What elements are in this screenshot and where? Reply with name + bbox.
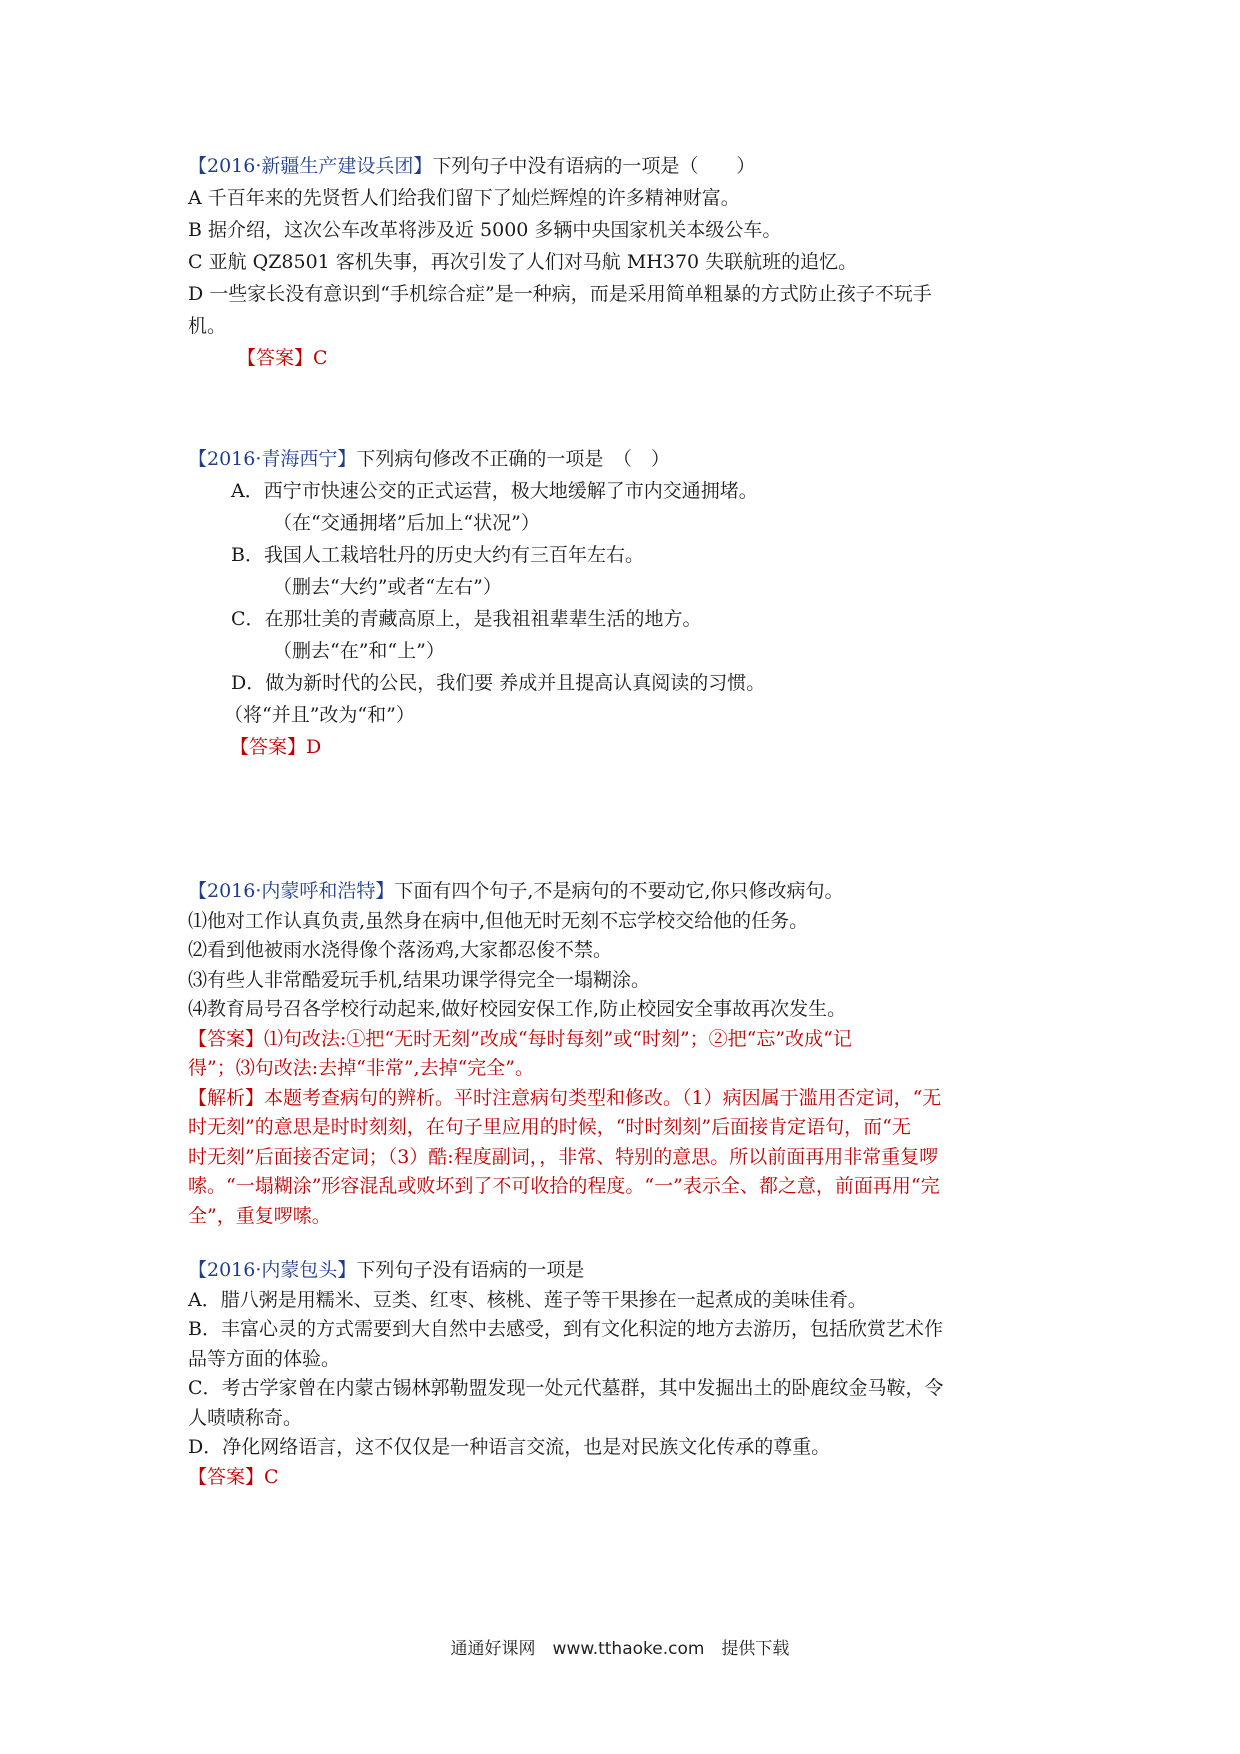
revision-line: （将“并且”改为“和”） (224, 704, 415, 726)
question-2-stem: 下列病句修改不正确的一项是 （ ） (356, 448, 670, 470)
item-line: ⑴他对工作认真负责,虽然身在病中,但他无时无刻不忘学校交给他的任务。 (188, 909, 809, 932)
option-line: B 据介绍，这次公车改革将涉及近 5000 多辆中央国家机关本级公车。 (188, 219, 782, 241)
question-1-header (188, 150, 1068, 182)
option-line: A．腊八粥是用糯米、豆类、红枣、核桃、莲子等干果掺在一起煮成的美味佳肴。 (188, 1288, 867, 1311)
question-2 (188, 443, 1068, 763)
revision-line: （删去“大约”或者“左右”） (273, 576, 502, 598)
revision-line: （在“交通拥堵”后加上“状况”） (273, 512, 540, 534)
option-line: D．做为新时代的公民，我们要 养成并且提高认真阅读的习惯。 (231, 672, 766, 694)
question-3-header (188, 877, 1068, 907)
option-line: D．净化网络语言，这不仅仅是一种语言交流，也是对民族文化传承的尊重。 (188, 1436, 831, 1458)
option-line: A．西宁市快速公交的正式运营，极大地缓解了市内交通拥堵。 (231, 480, 758, 502)
option-line: 机。 (188, 315, 227, 337)
option-line: C．在那壮美的青藏高原上，是我祖祖辈辈生活的地方。 (231, 608, 702, 630)
question-1-stem: 下列句子中没有语病的一项是（ ） (432, 155, 756, 177)
option-line: C．考古学家曾在内蒙古锡林郭勒盟发现一处元代墓群，其中发掘出土的卧鹿纹金马鞍，令 (188, 1377, 944, 1399)
question-3-stem: 下面有四个句子,不是病句的不要动它,你只修改病句。 (394, 880, 844, 902)
analysis-line: 时无刻”的意思是时时刻刻，在句子里应用的时候，“时时刻刻”后面接肯定语句，而“无 (188, 1116, 911, 1138)
question-2-answer: 【答案】D (230, 736, 322, 758)
analysis-line: 全”，重复啰嗦。 (188, 1204, 331, 1227)
option-line: 人啧啧称奇。 (188, 1406, 303, 1429)
item-line: ⑶有些人非常酷爱玩手机,结果功课学得完全一塌糊涂。 (188, 968, 651, 991)
item-line: ⑵看到他被雨水浇得像个落汤鸡,大家都忍俊不禁。 (188, 939, 613, 961)
answer-line: 【答案】⑴句改法:①把“无时无刻”改成“每时每刻”或“时刻”；②把“忘”改成“记 (188, 1027, 852, 1050)
analysis-line: 【解析】本题考查病句的辨析。平时注意病句类型和修改。（1）病因属于滥用否定词，“无 (188, 1086, 942, 1109)
option-line: A 千百年来的先贤哲人们给我们留下了灿烂辉煌的许多精神财富。 (188, 187, 740, 209)
analysis-line: 嗦。“一塌糊涂”形容混乱或败坏到了不可收拾的程度。“一”表示全、都之意，前面再用“完 (188, 1175, 940, 1197)
question-4-answer: 【答案】C (188, 1465, 279, 1488)
question-4-header (188, 1256, 1068, 1286)
question-1-source: 【2016·新疆生产建设兵团】 (188, 155, 433, 177)
answer-line: 得”；⑶句改法:去掉“非常”,去掉“完全”。 (188, 1057, 535, 1079)
footer-credit: 通通好课网 www.tthaoke.com 提供下载 (450, 1639, 790, 1659)
option-line: B．丰富心灵的方式需要到大自然中去感受，到有文化积淀的地方去游历，包括欣赏艺术作 (188, 1318, 943, 1340)
option-line: D 一些家长没有意识到“手机综合症”是一种病，而是采用简单粗暴的方式防止孩子不玩手 (188, 283, 932, 305)
question-3-source: 【2016·内蒙呼和浩特】 (188, 880, 395, 902)
option-line: B．我国人工栽培牡丹的历史大约有三百年左右。 (231, 544, 644, 566)
question-4-stem: 下列句子没有语病的一项是 (356, 1259, 585, 1281)
question-2-source: 【2016·青海西宁】 (188, 448, 357, 470)
question-4-source: 【2016·内蒙包头】 (188, 1259, 357, 1281)
question-4 (188, 1256, 1068, 1492)
question-3 (188, 877, 1068, 1231)
question-1 (188, 150, 1068, 374)
question-1-answer: 【答案】C (237, 347, 328, 369)
revision-line: （删去“在”和“上”） (273, 640, 445, 662)
option-line: C 亚航 QZ8501 客机失事，再次引发了人们对马航 MH370 失联航班的追忆。 (188, 251, 858, 273)
item-line: ⑷教育局号召各学校行动起来,做好校园安保工作,防止校园安全事故再次发生。 (188, 998, 847, 1020)
question-2-header (188, 443, 1068, 475)
analysis-line: 时无刻”后面接否定词；（3）酷:程度副词，，非常、特别的意思。所以前面再用非常重复啰 (188, 1145, 939, 1168)
option-line: 品等方面的体验。 (188, 1347, 341, 1370)
